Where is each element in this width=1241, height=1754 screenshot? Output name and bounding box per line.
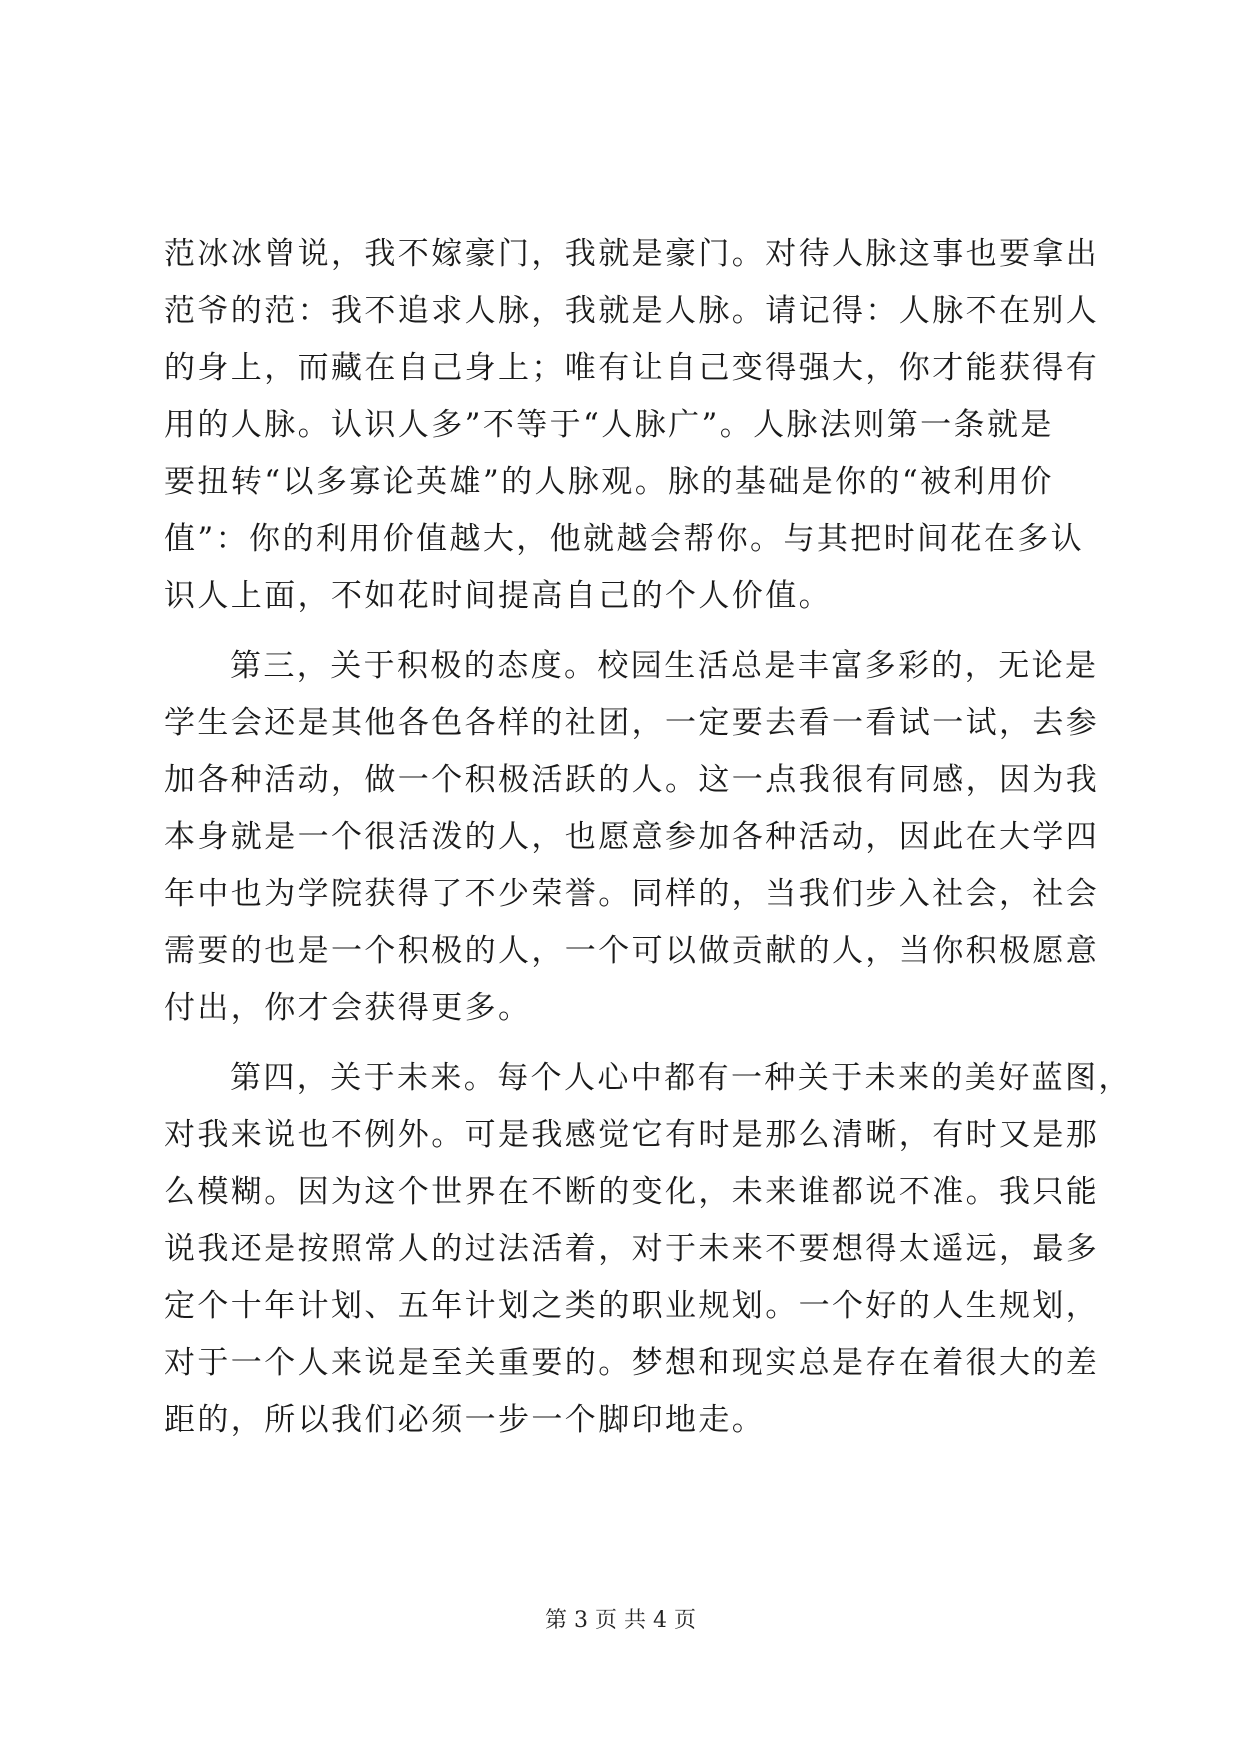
text-line: 范爷的范：我不追求人脉，我就是人脉。请记得：人脉不在别人 (164, 293, 1100, 329)
text-line: 用的人脉。认识人多”不等于“人脉广”。人脉法则第一条就是 (164, 407, 1054, 443)
text-line: 加各种活动，做一个积极活跃的人。这一点我很有同感，因为我 (164, 762, 1100, 798)
text-line: 么模糊。因为这个世界在不断的变化，未来谁都说不准。我只能 (164, 1174, 1100, 1210)
text-line: 付出，你才会获得更多。 (164, 990, 532, 1026)
page-number: 第 3 页 共 4 页 (545, 1608, 696, 1633)
text-line: 定个十年计划、五年计划之类的职业规划。一个好的人生规划， (164, 1288, 1100, 1324)
paragraph-first-line: 第三，关于积极的态度。校园生活总是丰富多彩的，无论是 (230, 648, 1099, 684)
text-line: 的身上，而藏在自己身上；唯有让自己变得强大，你才能获得有 (164, 350, 1100, 386)
text-line: 本身就是一个很活泼的人，也愿意参加各种活动，因此在大学四 (164, 819, 1100, 855)
text-line: 年中也为学院获得了不少荣誉。同样的，当我们步入社会，社会 (164, 876, 1100, 912)
text-line: 识人上面，不如花时间提高自己的个人价值。 (164, 578, 832, 614)
text-line: 需要的也是一个积极的人，一个可以做贡献的人，当你积极愿意 (164, 933, 1100, 969)
paragraph-first-line: 第四，关于未来。每个人心中都有一种关于未来的美好蓝图， (230, 1060, 1132, 1096)
text-line: 对于一个人来说是至关重要的。梦想和现实总是存在着很大的差 (164, 1345, 1100, 1381)
text-line: 要扭转“以多寡论英雄”的人脉观。脉的基础是你的“被利用价 (164, 464, 1054, 500)
text-line: 说我还是按照常人的过法活着，对于未来不要想得太遥远，最多 (164, 1231, 1100, 1267)
text-line: 范冰冰曾说，我不嫁豪门，我就是豪门。对待人脉这事也要拿出 (164, 236, 1100, 272)
text-line: 对我来说也不例外。可是我感觉它有时是那么清晰，有时又是那 (164, 1117, 1100, 1153)
text-line: 距的，所以我们必须一步一个脚印地走。 (164, 1402, 766, 1438)
text-line: 值”：你的利用价值越大，他就越会帮你。与其把时间花在多认 (164, 521, 1085, 557)
text-line: 学生会还是其他各色各样的社团，一定要去看一看试一试，去参 (164, 705, 1100, 741)
